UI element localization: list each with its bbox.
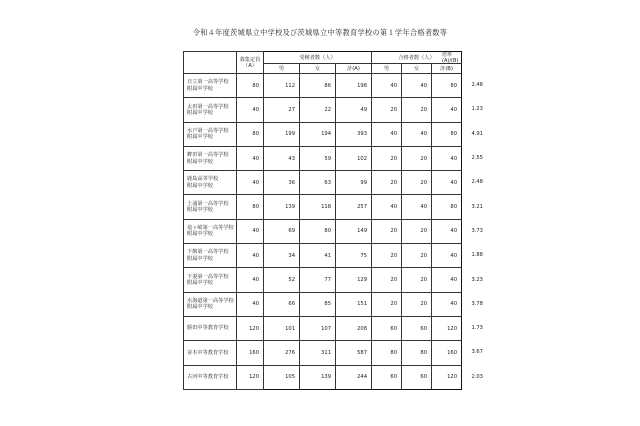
applicants-male-cell: 139	[264, 195, 300, 219]
rate-cell: 2.55	[471, 155, 483, 162]
applicants-female-header: 女	[300, 64, 336, 74]
passers-total-header: 計(B)	[432, 64, 462, 74]
school-name-cell	[184, 171, 237, 195]
applicants-female-cell: 311	[300, 341, 336, 365]
applicants-total-cell: 149	[336, 219, 372, 243]
passers-total-cell: 40	[432, 146, 462, 170]
school-name-cell	[184, 292, 237, 316]
school-name-line: 日立第一高等学校	[187, 79, 229, 86]
capacity-cell: 80	[237, 195, 264, 219]
table-row	[184, 365, 462, 389]
capacity-cell: 80	[237, 122, 264, 146]
table-row	[184, 98, 462, 122]
capacity-cell: 120	[237, 316, 264, 340]
capacity-cell: 160	[237, 341, 264, 365]
applicants-header: 受検者数（人）	[264, 52, 372, 64]
school-name-cell	[184, 195, 237, 219]
passers-male-cell: 40	[372, 74, 402, 98]
school-name-line: 鹿島高等学校	[187, 176, 219, 183]
table-row	[184, 146, 462, 170]
school-name-line: 下館第一高等学校	[187, 249, 229, 256]
table-row	[184, 292, 462, 316]
passers-male-cell: 20	[372, 244, 402, 268]
rate-formula: (A)/(B)	[442, 58, 459, 64]
applicants-total-cell: 151	[336, 292, 372, 316]
passers-total-cell: 40	[432, 268, 462, 292]
applicants-total-cell: 393	[336, 122, 372, 146]
school-name-line: 附属中学校	[187, 304, 213, 311]
passers-male-cell: 20	[372, 98, 402, 122]
passers-total-cell: 80	[432, 74, 462, 98]
school-name-line: 下妻第一高等学校	[187, 273, 229, 280]
table-row	[184, 268, 462, 292]
passers-total-cell: 120	[432, 316, 462, 340]
passers-female-cell: 20	[402, 98, 432, 122]
applicants-total-cell: 49	[336, 98, 372, 122]
rate-table	[438, 73, 487, 389]
rate-cell: 1.73	[471, 325, 483, 332]
rate-row	[438, 316, 487, 340]
applicants-total-cell: 257	[336, 195, 372, 219]
applicants-male-cell: 36	[264, 171, 300, 195]
rate-row	[438, 267, 487, 291]
school-header-blank	[184, 52, 237, 74]
school-name-cell	[184, 219, 237, 243]
applicants-total-cell: 208	[336, 316, 372, 340]
applicants-female-cell: 118	[300, 195, 336, 219]
passers-total-cell: 80	[432, 122, 462, 146]
table-row	[184, 171, 462, 195]
applicants-female-cell: 80	[300, 219, 336, 243]
passers-female-cell: 20	[402, 244, 432, 268]
applicants-total-cell: 244	[336, 365, 372, 389]
passers-total-cell: 40	[432, 292, 462, 316]
applicants-total-cell: 587	[336, 341, 372, 365]
applicants-total-cell: 75	[336, 244, 372, 268]
applicants-total-header: 計(A)	[336, 64, 372, 74]
school-name-cell	[184, 244, 237, 268]
applicants-male-cell: 69	[264, 219, 300, 243]
rate-row	[438, 170, 487, 194]
table-row	[184, 122, 462, 146]
rate-cell: 3.23	[471, 276, 483, 283]
rate-row	[438, 243, 487, 267]
rate-row	[438, 365, 487, 389]
passers-male-cell: 60	[372, 316, 402, 340]
school-name-line: 附属中学校	[187, 231, 213, 238]
school-name-line: 附属中学校	[187, 85, 213, 92]
passers-female-cell: 20	[402, 292, 432, 316]
applicants-female-cell: 63	[300, 171, 336, 195]
table-row	[184, 219, 462, 243]
passers-total-cell: 40	[432, 98, 462, 122]
school-name-line: 附属中学校	[187, 207, 213, 214]
school-name-line: 附属中学校	[187, 255, 213, 262]
passers-total-cell: 40	[432, 171, 462, 195]
applicants-male-header: 男	[264, 64, 300, 74]
passers-male-header: 男	[372, 64, 402, 74]
capacity-header-line2: （A）	[243, 62, 257, 69]
school-name-line: 勝田中等教育学校	[187, 325, 229, 332]
table-row	[184, 195, 462, 219]
passers-female-cell: 20	[402, 171, 432, 195]
capacity-header-line1: 募集定員	[239, 56, 261, 63]
passers-female-cell: 80	[402, 341, 432, 365]
passers-female-cell: 40	[402, 195, 432, 219]
capacity-cell: 40	[237, 292, 264, 316]
rate-cell: 2.03	[471, 373, 483, 380]
passers-male-cell: 20	[372, 219, 402, 243]
rate-row	[438, 292, 487, 316]
applicants-female-cell: 22	[300, 98, 336, 122]
applicants-female-cell: 77	[300, 268, 336, 292]
capacity-cell: 40	[237, 146, 264, 170]
school-name-line: 太田第一高等学校	[187, 103, 229, 110]
capacity-cell: 80	[237, 74, 264, 98]
school-name-cell	[184, 122, 237, 146]
passers-total-cell: 80	[432, 195, 462, 219]
rate-cell: 3.67	[471, 349, 483, 356]
passers-female-cell: 40	[402, 74, 432, 98]
school-name-cell	[184, 98, 237, 122]
applicants-total-cell: 102	[336, 146, 372, 170]
school-name-cell	[184, 74, 237, 98]
applicants-male-cell: 34	[264, 244, 300, 268]
passers-female-cell: 20	[402, 146, 432, 170]
rate-row	[438, 146, 487, 170]
passers-total-cell: 120	[432, 365, 462, 389]
passers-female-cell: 20	[402, 268, 432, 292]
rate-cell: 2.48	[471, 179, 483, 186]
capacity-cell: 40	[237, 171, 264, 195]
table-row	[184, 74, 462, 98]
school-name-line: 附属中学校	[187, 280, 213, 287]
passers-male-cell: 60	[372, 365, 402, 389]
passers-female-header: 女	[402, 64, 432, 74]
capacity-cell: 120	[237, 365, 264, 389]
passers-male-cell: 20	[372, 171, 402, 195]
school-name-line: 附属中学校	[187, 158, 213, 165]
school-name-line: 並木中等教育学校	[187, 349, 229, 356]
table-row	[184, 244, 462, 268]
rate-cell: 3.21	[471, 203, 483, 210]
applicants-male-cell: 199	[264, 122, 300, 146]
applicants-male-cell: 52	[264, 268, 300, 292]
capacity-header	[237, 52, 264, 74]
school-name-line: 水戸第一高等学校	[187, 127, 229, 134]
page-title: 令和４年度茨城県立中学校及び茨城県立中等教育学校の第１学年合格者数等	[192, 28, 448, 37]
capacity-cell: 40	[237, 244, 264, 268]
school-name-line: 土浦第一高等学校	[187, 200, 229, 207]
applicants-female-cell: 86	[300, 74, 336, 98]
capacity-cell: 40	[237, 219, 264, 243]
rate-row	[438, 340, 487, 364]
rate-row	[438, 194, 487, 218]
table-row	[184, 341, 462, 365]
school-name-line: 水海道第一高等学校	[187, 297, 234, 304]
applicants-total-cell: 129	[336, 268, 372, 292]
school-name-cell	[184, 341, 237, 365]
applicants-male-cell: 276	[264, 341, 300, 365]
rate-label: 倍率	[442, 52, 453, 58]
capacity-cell: 40	[237, 268, 264, 292]
passers-male-cell: 20	[372, 268, 402, 292]
passers-female-cell: 60	[402, 316, 432, 340]
rate-cell: 3.73	[471, 227, 483, 234]
applicants-female-cell: 194	[300, 122, 336, 146]
applicants-female-cell: 41	[300, 244, 336, 268]
school-name-line: 附属中学校	[187, 182, 213, 189]
school-name-line: 附属中学校	[187, 109, 213, 116]
passers-female-cell: 40	[402, 122, 432, 146]
rate-cell: 3.78	[471, 300, 483, 307]
applicants-male-cell: 43	[264, 146, 300, 170]
passers-female-cell: 60	[402, 365, 432, 389]
school-name-line: 竜ヶ崎第一高等学校	[187, 225, 234, 232]
rate-cell: 1.88	[471, 252, 483, 259]
applicants-male-cell: 105	[264, 365, 300, 389]
capacity-cell: 40	[237, 98, 264, 122]
school-name-line: 古河中等教育学校	[187, 374, 229, 380]
applicants-male-cell: 27	[264, 98, 300, 122]
passers-male-cell: 80	[372, 341, 402, 365]
passers-male-cell: 40	[372, 195, 402, 219]
applicants-total-cell: 99	[336, 171, 372, 195]
school-name-line: 鉾田第一高等学校	[187, 152, 229, 159]
table-row	[184, 316, 462, 340]
applicants-female-cell: 85	[300, 292, 336, 316]
rate-cell: 1.23	[471, 106, 483, 113]
rate-cell: 2.48	[471, 82, 483, 89]
passers-male-cell: 40	[372, 122, 402, 146]
admissions-table	[183, 51, 462, 390]
rate-row	[438, 97, 487, 121]
passers-male-cell: 20	[372, 292, 402, 316]
applicants-female-cell: 59	[300, 146, 336, 170]
applicants-total-cell: 198	[336, 74, 372, 98]
school-name-cell	[184, 268, 237, 292]
school-name-cell	[184, 316, 237, 340]
school-name-cell	[184, 146, 237, 170]
applicants-female-cell: 139	[300, 365, 336, 389]
rate-row	[438, 219, 487, 243]
school-name-cell	[184, 365, 237, 389]
applicants-male-cell: 66	[264, 292, 300, 316]
applicants-male-cell: 101	[264, 316, 300, 340]
passers-female-cell: 20	[402, 219, 432, 243]
passers-total-cell: 40	[432, 219, 462, 243]
rate-row	[438, 122, 487, 146]
school-name-line: 附属中学校	[187, 134, 213, 141]
applicants-female-cell: 107	[300, 316, 336, 340]
passers-header: 合格者数（人）	[372, 52, 462, 64]
passers-total-cell: 40	[432, 244, 462, 268]
passers-total-cell: 160	[432, 341, 462, 365]
passers-male-cell: 20	[372, 146, 402, 170]
applicants-male-cell: 112	[264, 74, 300, 98]
rate-row	[438, 73, 487, 97]
rate-cell: 4.91	[471, 130, 483, 137]
